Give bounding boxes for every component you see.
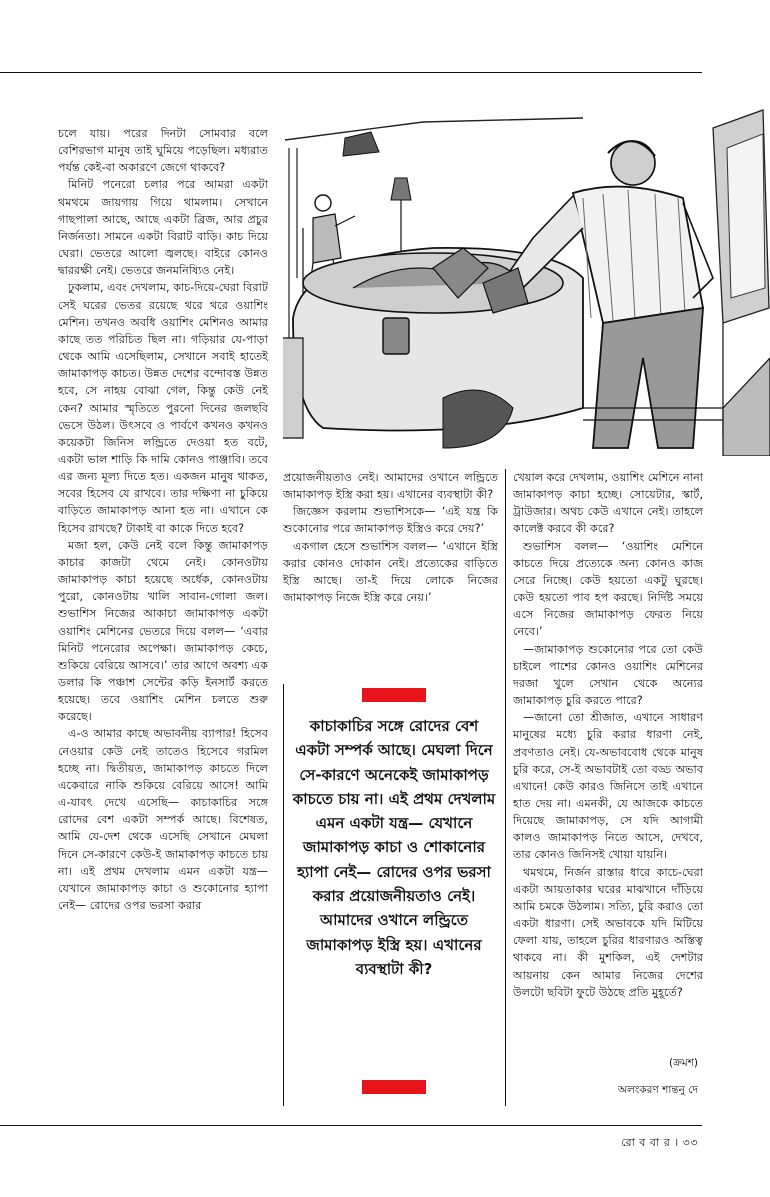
paragraph: থমথমে, নির্জন রাস্তার ধারে কাচে-ঘেরা একটা আয়তাকার ঘরের মাঝখানে দাঁড়িয়ে আমি চমকে উঠলাম। সত্যি, চুরি করাও তো একটা ধারণা। সেই অভাবকে যদি মিটিয়ে ফেলা যায়, তাহলে চুরির ধারণারও অস্তিত্ব থাকবে না। কী মুশকিল, এই দেশটার আয়নায় কেন আমার নিজের দেশের উলটো ছবিটা ফুটে উঠছে প্রতি মুহূর্তে? (513, 865, 703, 999)
page-folio: রো ব বা র । ৩৩ (621, 1136, 698, 1149)
paragraph: চলে যায়। পরের দিনটা সোমবার বলে বেশিরভাগ মানুষ তাই ঘুমিয়ে পড়েছিল। মধ্যরাত পর্যন্ত কেই-বা অকারণে জেগে থাকবে? (58, 127, 268, 175)
pullquote-bar-top (362, 688, 426, 702)
continued-note: (ক্রমশ) (668, 1057, 698, 1069)
paragraph: একগাল হেসে শুভাশিস বলল— ‘এখানে ইস্ত্রি করার কোনও দোকান নেই। প্রত্যেকের বাড়িতে ইস্ত্রি আছে। তা-ই দিয়ে লোকে নিজের জামাকাপড় নিজে ইস্ত্রি করে নেয়।’ (283, 539, 498, 605)
illustration-credit: অলংকরণ শান্তনু দে (617, 1084, 698, 1096)
header-rule (0, 72, 702, 73)
pullquote-bar-bottom (362, 1080, 426, 1094)
footer-rule (0, 1125, 702, 1126)
paragraph: —জানো তো শ্রীজাত, এখানে সাধারণ মানুষের মধ্যে চুরি করার ধারণা নেই, প্রবণতাও নেই। যে-অভাববোধ থেকে মানুষ চুরি করে, সে-ই অভাবটাই তো বড্ড অভাব এখানে! কেউ কারও জিনিসে তাই এখানে হাত দেয় না। এমনকী, যে আজকে কাচতে দিয়েছে জামাকাপড়, সে যদি আগামী কালও জামাকাপড় নিতে আসে, দেখবে, তার কোনও জিনিসই খোয়া যায়নি। (513, 711, 703, 862)
paragraph: শুভাশিস বলল— ‘ওয়াশিং মেশিনে কাচতে দিয়ে প্রত্যেকে অন্য কোনও কাজ সেরে নিচ্ছে। কেউ হয়তো একটু ঘুরছে। কেউ হয়তো পাব হপ করছে। নির্দিষ্ট সময়ে এসে নিজের জামাকাপড় ফেরত নিয়ে নেবে।’ (513, 539, 703, 639)
pull-quote-text: কাচাকাচির সঙ্গে রোদের বেশ একটা সম্পর্ক আছে। মেঘলা দিনে সে-কারণে অনেকেই জামাকাপড় কাচতে চায় না। এই প্রথম দেখলাম এমন একটা যন্ত্র— যেখানে জামাকাপড় কাচা ও শোকানোর হ্যাপা নেই— রোদের ওপর ভরসা করার প্রয়োজনীয়তাও নেই। আমাদের ওখানে লন্ড্রিতে জামাকাপড় ইস্ত্রি হয়। এখানের ব্যবস্থাটা কী? (292, 717, 496, 978)
paragraph: প্রয়োজনীয়তাও নেই। আমাদের ওখানে লন্ড্রিতে জামাকাপড় ইস্ত্রি করা হয়। এখানের ব্যবস্থাটা কী? (283, 471, 498, 502)
paragraph: এ-ও আমার কাছে অভাবনীয় ব্যাপার! হিসেব নেওয়ার কেউ নেই তাতেও হিসেবে গরমিল হচ্ছে না। দ্বিতীয়ত, জামাকাপড় কাচতে দিলে একেবারে নাকি শুকিয়ে বেরিয়ে আসে! আমি এ-যাবৎ দেখে এসেছি— কাচাকাচির সঙ্গে রোদের বেশ একটা সম্পর্ক আছে। বিশেষত, আমি যে-দেশ থেকে এসেছি সেখানে মেঘলা দিনে সে-কারণে কেউ-ই জামাকাপড় কাচতে চায় না। এই প্রথম দেখলাম এমন একটা যন্ত্র— যেখানে জামাকাপড় কাচা ও শুকোনোর হ্যাপা নেই— রোদের ওপর ভরসা করার (58, 727, 268, 913)
pullquote-rule-right (505, 469, 506, 1106)
paragraph: —জামাকাপড় শুকোনোর পরে তো কেউ চাইলে পাশের কোনও ওয়াশিং মেশিনের দরজা খুলে সেখান থেকে অন্যের জামাকাপড় চুরি করতে পারে? (513, 642, 703, 708)
article-column-right (513, 469, 703, 1052)
paragraph: মিনিট পনেরো চলার পরে আমরা একটা থমথমে জায়গায় গিয়ে থামলাম। সেখানে গাছপালা আছে, আছে একটা ব্রিজ, আর প্রচুর নির্জনতা। সামনে একটা বিরাট বাড়ি। কাচ দিয়ে ঘেরা। ভেতরে আলো জ্বলছে। বাইরে কোনও দ্বাররক্ষী নেই। ভেতরে জনমনিষ্যিও নেই। (58, 178, 268, 278)
article-column-middle (283, 469, 498, 674)
laundromat-illustration (283, 108, 770, 456)
pullquote-rule-left (283, 684, 284, 1106)
paragraph: খেয়াল করে দেখলাম, ওয়াশিং মেশিনে নানা জামাকাপড় কাচা হচ্ছে। সোয়েটার, স্কার্ট, ট্রাউজার। অথচ কেউ এখানে নেই। তাহলে কালেক্ট করবে কী করে? (513, 471, 703, 536)
paragraph: ঢুকলাম, এবং দেখলাম, কাচ-দিয়ে-ঘেরা বিরাট সেই ঘরের ভেতর রয়েছে থরে থরে ওয়াশিং মেশিন। তখনও অবধি ওয়াশিং মেশিনও আমার কাছে তত পরিচিত ছিল না। গড়িয়ার যে-পাড়া থেকে আমি এসেছিলাম, সেখানে সবাই হাতেই জামাকাপড় কাচত। উন্নত দেশের বন্দোবস্ত উন্নত হবে, সে নাহয় বোঝা গেল, কিন্তু কেউ নেই কেন? আমার স্মৃতিতে পুরনো দিনের জলছবি ভেসে উঠল। উৎসবে ও পার্বণে কখনও কখনও কয়েকটা জিনিস লন্ড্রিতে দেওয়া হত বটে, একটা ভাল শাড়ি কি দামি কোনও পাঞ্জাবি। তবে এর জন্য মূল্য দিতে হত। একজন মানুষ থাকত, সবের হিসেব যে রাখবে। তার দক্ষিণা না চুকিয়ে বাড়িতে জামাকাপড় আনা হত না। এখানে কে হিসেব রাখছে? টাকাই বা কাকে দিতে হবে? (58, 281, 268, 535)
sketch-drawing (283, 108, 770, 456)
pull-quote (290, 688, 498, 1106)
paragraph: মজা হল, কেউ নেই বলে কিন্তু জামাকাপড় কাচার কাজটা থেমে নেই। কোনওটায় জামাকাপড় কাচা হয়েছে অর্ধেক, কোনওটায় পুরো, কোনওটায় খালি সাবান-গোলা জল। শুভাশিস নিজের আকাচা জামাকাপড় একটা ওয়াশিং মেশিনের ভেতরে দিয়ে বলল— ‘এবার মিনিট পনেরোর অপেক্ষা। জামাকাপড় কেচে, শুকিয়ে বেরিয়ে আসবে।’ তার আগে অবশ্য এক ডলার কি পঞ্চাশ সেন্টের কড়ি ইনসার্ট করতে হয়েছে। তবে ওয়াশিং মেশিন চলতে শুরু করেছে। (58, 538, 268, 724)
article-column-left (58, 125, 268, 1118)
paragraph: জিজ্ঞেস করলাম শুভাশিসকে— ‘এই যন্ত্র কি শুকোনোর পরে জামাকাপড় ইস্ত্রিও করে দেয়?’ (283, 505, 498, 536)
